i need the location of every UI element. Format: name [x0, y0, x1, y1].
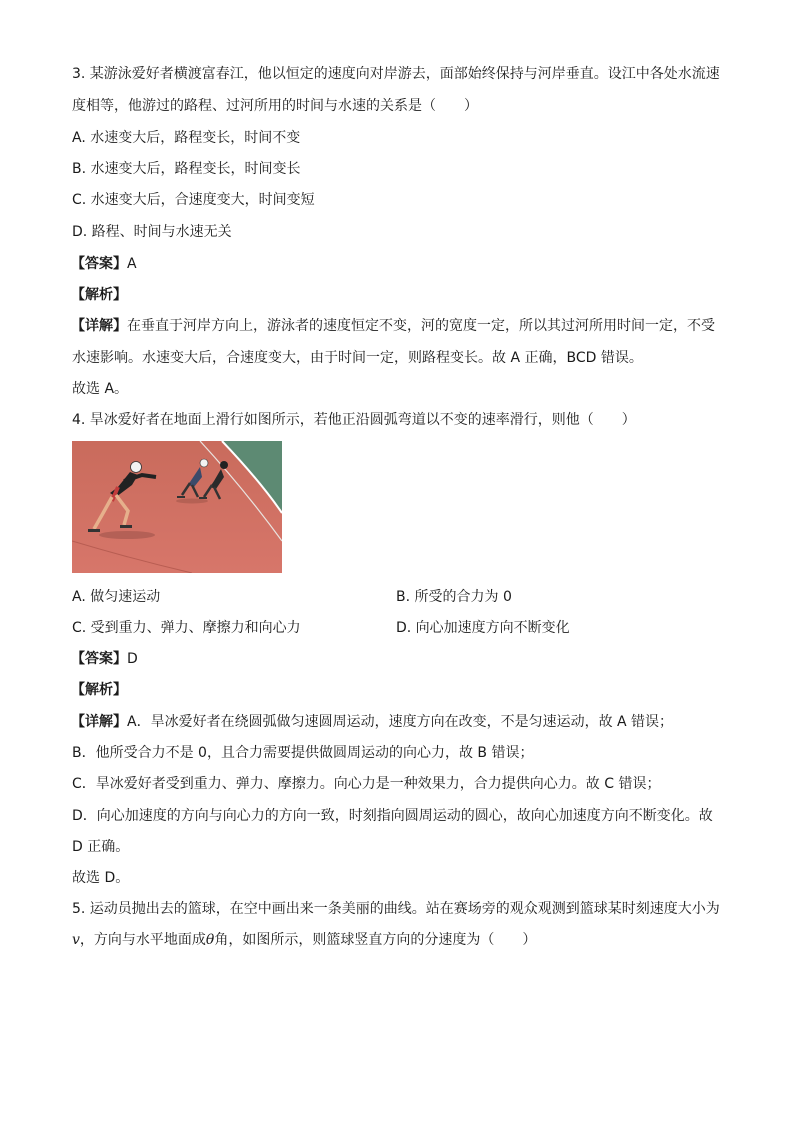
q5-stem-line2	[72, 930, 536, 950]
answer-value: A	[127, 256, 137, 272]
detail-tag: 【详解】	[71, 318, 127, 334]
q4-detail-a	[71, 712, 673, 732]
q3-stem-line1: 3. 某游泳爱好者横渡富春江，他以恒定的速度向对岸游去，面部始终保持与河岸垂直。设江中各处水流速	[72, 66, 720, 82]
detail-text: 在垂直于河岸方向上，游泳者的速度恒定不变，河的宽度一定，所以其过河所用时间一定，不受	[127, 318, 715, 334]
q4-analysis-tag	[71, 680, 127, 700]
answer-value: D	[127, 651, 138, 667]
answer-tag: 【答案】	[71, 651, 127, 667]
variable-v: v	[72, 932, 80, 948]
q3-option-c: C. 水速变大后，合速度变大，时间变短	[72, 192, 315, 208]
q4-detail-c: C．旱冰爱好者受到重力、弹力、摩擦力。向心力是一种效果力，合力提供向心力。故 C 错误；	[72, 776, 661, 792]
q5-text-mid: ，方向与水平地面成	[79, 932, 206, 948]
q5-stem-line1: 5. 运动员抛出去的篮球，在空中画出来一条美丽的曲线。站在赛场旁的观众观测到篮球某时刻速度大小为	[72, 901, 720, 917]
q4-option-c: C. 受到重力、弹力、摩擦力和向心力	[72, 620, 301, 636]
skaters-photo	[72, 441, 282, 573]
q3-detail-line2: 水速影响。水速变大后，合速度变大，由于时间一定，则路程变长。故 A 正确，BCD 错误。	[72, 350, 643, 366]
answer-tag: 【答案】	[71, 256, 127, 272]
q4-detail-d2: D 正确。	[72, 839, 130, 855]
q4-stem: 4. 旱冰爱好者在地面上滑行如图所示，若他正沿圆弧弯道以不变的速率滑行，则他（ ）	[72, 412, 636, 428]
q3-detail-line1	[71, 316, 715, 336]
q4-conclusion: 故选 D。	[72, 870, 130, 886]
q4-detail-d1: D．向心加速度的方向与向心力的方向一致，时刻指向圆周运动的圆心，故向心加速度方向不断变化。故	[72, 808, 713, 824]
q4-detail-b: B．他所受合力不是 0，且合力需要提供做圆周运动的向心力，故 B 错误；	[72, 745, 534, 761]
q4-option-b: B. 所受的合力为 0	[396, 589, 512, 605]
q3-stem-line2: 度相等，他游过的路程、过河所用的时间与水速的关系是（ ）	[72, 98, 478, 114]
q5-text-end: 角，如图所示，则篮球竖直方向的分速度为（ ）	[214, 932, 537, 948]
q4-option-d: D. 向心加速度方向不断变化	[396, 620, 570, 636]
q3-answer	[71, 254, 137, 274]
variable-theta: θ	[205, 932, 215, 948]
q3-conclusion: 故选 A。	[72, 381, 129, 397]
q3-option-d: D. 路程、时间与水速无关	[72, 224, 232, 240]
detail-text: A．旱冰爱好者在绕圆弧做匀速圆周运动，速度方向在改变，不是匀速运动，故 A 错误；	[127, 714, 674, 730]
q4-option-a: A. 做匀速运动	[72, 589, 161, 605]
q4-answer	[71, 649, 138, 669]
detail-tag: 【详解】	[71, 714, 127, 730]
q3-option-b: B. 水速变大后，路程变长，时间变长	[72, 161, 301, 177]
q3-option-a: A. 水速变大后，路程变长，时间不变	[72, 130, 301, 146]
analysis-tag: 【解析】	[71, 287, 127, 303]
q3-analysis-tag	[71, 285, 127, 305]
skaters-illustration	[72, 441, 282, 573]
analysis-tag: 【解析】	[71, 682, 127, 698]
